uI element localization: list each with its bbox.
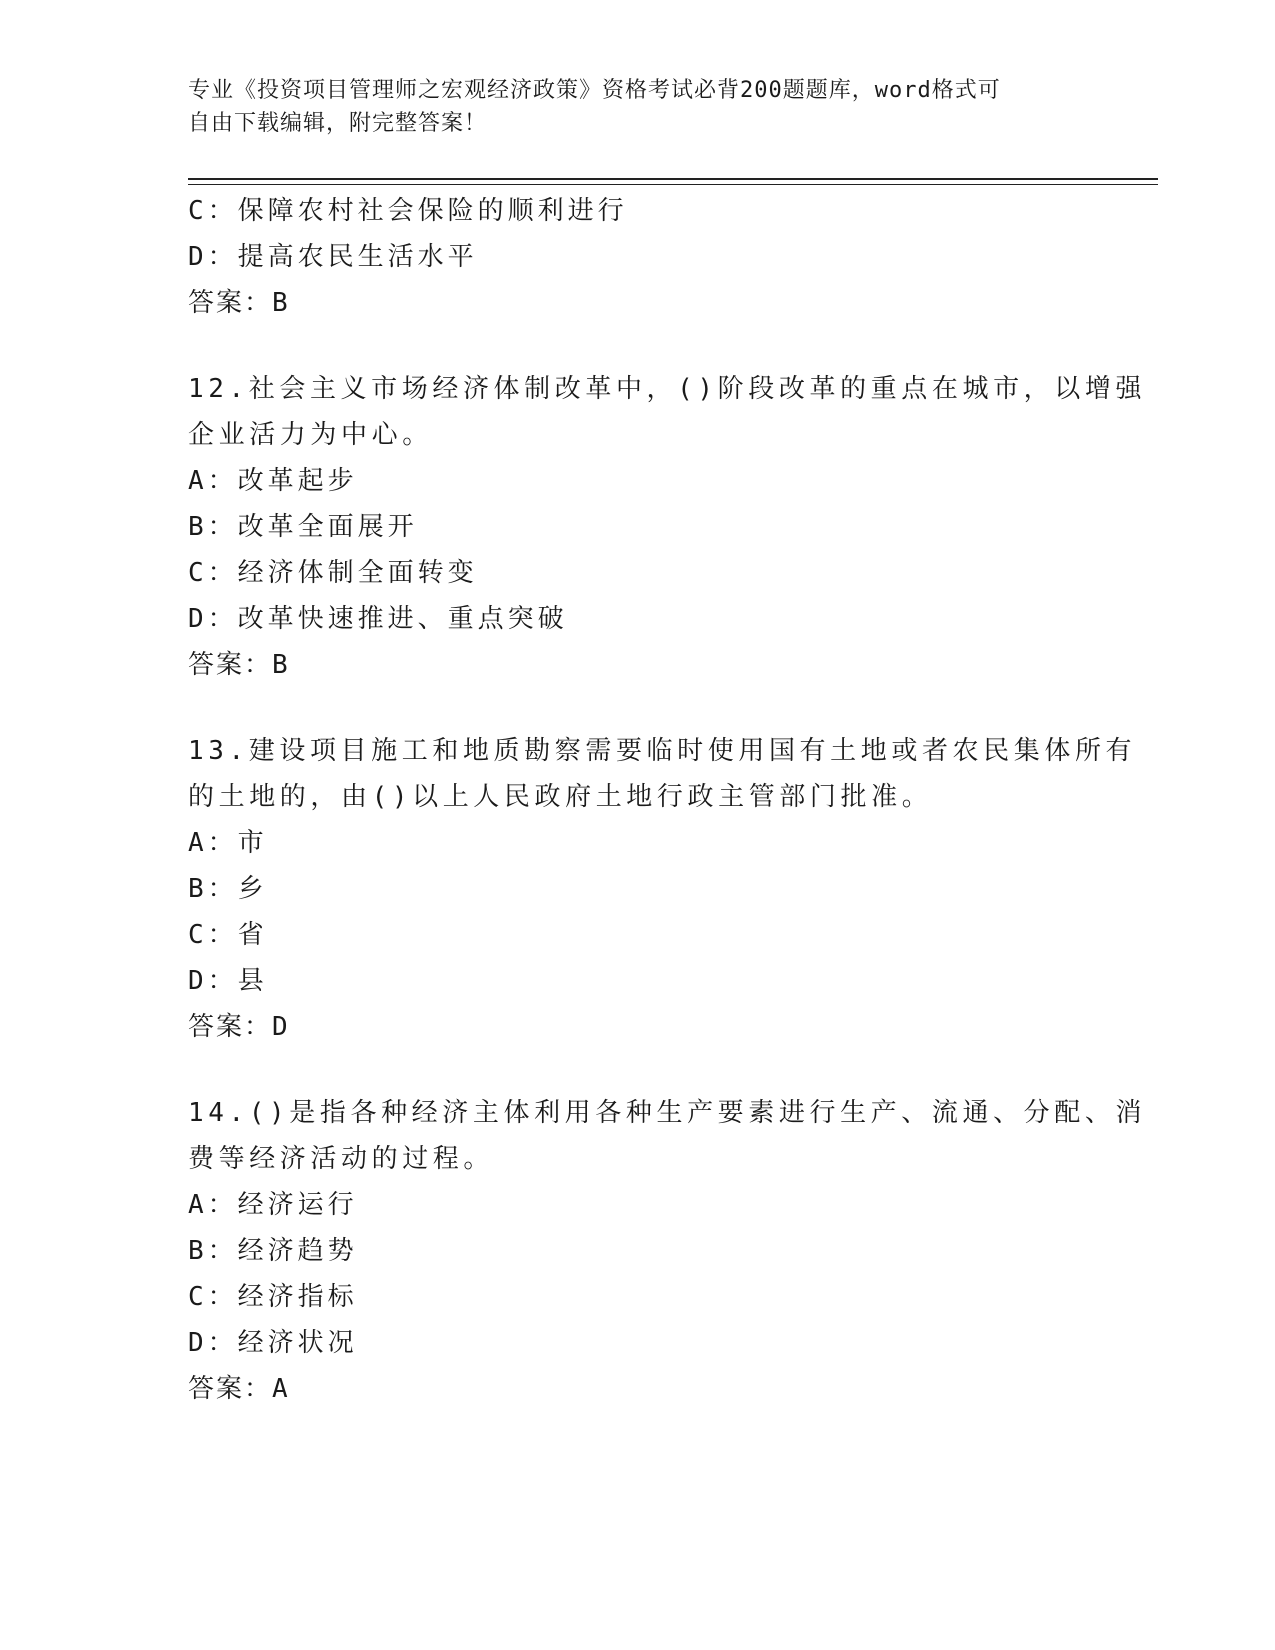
option-d: D：提高农民生活水平 xyxy=(188,242,478,272)
header-divider-thin xyxy=(188,184,1158,185)
answer-line: 答案：B xyxy=(188,288,290,318)
document-header xyxy=(188,74,1088,140)
header-line: 专业《投资项目管理师之宏观经济政策》资格考试必背200题题库，word格式可 xyxy=(188,78,1001,103)
question-list xyxy=(188,188,1147,1412)
question-block-12 xyxy=(188,366,1147,688)
question-block-13 xyxy=(188,728,1137,1050)
question-stem: 13.建设项目施工和地质勘察需要临时使用国有土地或者农民集体所有 xyxy=(188,736,1137,766)
option-c: C：经济体制全面转变 xyxy=(188,558,478,588)
option-a: A：市 xyxy=(188,828,268,858)
question-stem: 14.()是指各种经济主体利用各种生产要素进行生产、流通、分配、消 xyxy=(188,1098,1147,1128)
answer-line: 答案：B xyxy=(188,650,290,680)
option-d: D：经济状况 xyxy=(188,1328,358,1358)
question-block-11 xyxy=(188,188,1088,326)
question-stem: 12.社会主义市场经济体制改革中，()阶段改革的重点在城市，以增强 xyxy=(188,374,1147,404)
option-d: D：县 xyxy=(188,966,268,996)
answer-line: 答案：A xyxy=(188,1374,290,1404)
header-divider xyxy=(188,178,1158,180)
question-stem: 的土地的，由()以上人民政府土地行政主管部门批准。 xyxy=(188,782,933,812)
option-d: D：改革快速推进、重点突破 xyxy=(188,604,568,634)
answer-line: 答案：D xyxy=(188,1012,290,1042)
option-a: A：改革起步 xyxy=(188,466,358,496)
option-b: B：乡 xyxy=(188,874,268,904)
option-c: C：省 xyxy=(188,920,268,950)
question-stem: 企业活力为中心。 xyxy=(188,420,433,450)
option-b: B：改革全面展开 xyxy=(188,512,418,542)
question-stem: 费等经济活动的过程。 xyxy=(188,1144,495,1174)
option-b: B：经济趋势 xyxy=(188,1236,358,1266)
question-block-14 xyxy=(188,1090,1147,1412)
option-c: C：经济指标 xyxy=(188,1282,358,1312)
option-c: C：保障农村社会保险的顺利进行 xyxy=(188,196,628,226)
option-a: A：经济运行 xyxy=(188,1190,358,1220)
header-line: 自由下载编辑，附完整答案！ xyxy=(188,111,488,136)
